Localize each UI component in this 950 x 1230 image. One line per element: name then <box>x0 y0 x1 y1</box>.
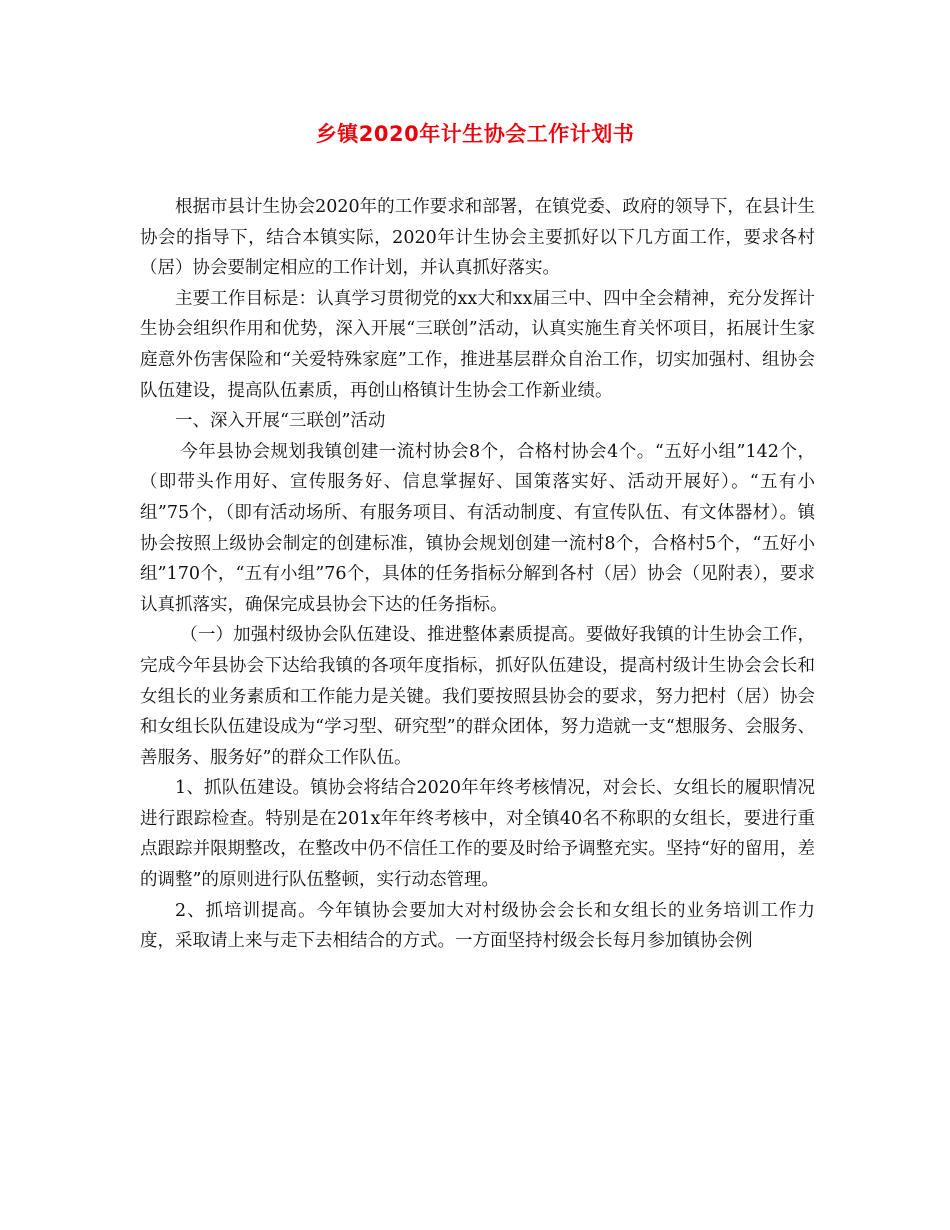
paragraph-intro: 根据市县计生协会2020年的工作要求和部署，在镇党委、政府的领导下，在县计生协会的指导下，结合本镇实际，2020年计生协会主要抓好以下几方面工作，要求各村（居）协会要制定相应的工作计划，并认真抓好落实。 <box>140 197 815 279</box>
document-body <box>140 192 815 957</box>
paragraph-section-1: 今年县协会规划我镇创建一流村协会8个，合格村协会4个。“五好小组”142个，（即带头作用好、宣传服务好、信息掌握好、国策落实好、活动开展好）。“五有小组”75个，（即有活动场所、有服务项目、有活动制度、有宣传队伍、有文体器材）。镇协会按照上级协会制定的创建标准，镇协会规划创建一流村8个，合格村5个，“五好小组”170个，“五有小组”76个，具体的任务指标分解到各村（居）协会（见附表），要求认真抓落实，确保完成县协会下达的任务指标。 <box>140 441 815 615</box>
paragraph-item-1: 1、抓队伍建设。镇协会将结合2020年年终考核情况，对会长、女组长的履职情况进行跟踪检查。特别是在201x年年终考核中，对全镇40名不称职的女组长，要进行重点跟踪并限期整改，在整改中仍不信任工作的要及时给予调整充实。坚持“好的留用，差的调整”的原则进行队伍整顿，实行动态管理。 <box>140 778 815 891</box>
paragraph-subsection-1: （一）加强村级协会队伍建设、推进整体素质提高。要做好我镇的计生协会工作，完成今年县协会下达给我镇的各项年度指标，抓好队伍建设，提高村级计生协会会长和女组长的业务素质和工作能力是关键。我们要按照县协会的要求，努力把村（居）协会和女组长队伍建设成为“学习型、研究型”的群众团体，努力造就一支“想服务、会服务、善服务、服务好”的群众工作队伍。 <box>140 625 815 768</box>
document-title: 乡镇2020年计生协会工作计划书 <box>315 122 635 146</box>
section-heading-1: 一、深入开展“三联创”活动 <box>175 411 386 432</box>
paragraph-item-2: 2、抓培训提高。今年镇协会要加大对村级协会会长和女组长的业务培训工作力度，采取请上来与走下去相结合的方式。一方面坚持村级会长每月参加镇协会例 <box>140 900 815 952</box>
paragraph-goals: 主要工作目标是：认真学习贯彻党的xx大和xx届三中、四中全会精神，充分发挥计生协会组织作用和优势，深入开展“三联创”活动，认真实施生育关怀项目，拓展计生家庭意外伤害保险和“关爱特殊家庭”工作，推进基层群众自治工作，切实加强村、组协会队伍建设，提高队伍素质，再创山格镇计生协会工作新业绩。 <box>140 288 815 401</box>
